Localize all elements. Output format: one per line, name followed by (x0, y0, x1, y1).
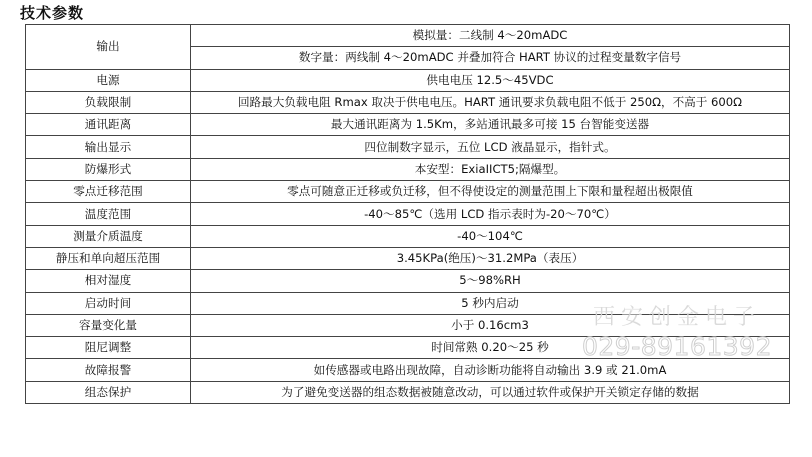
spec-value: 时间常熟 0.20～25 秒 (191, 337, 790, 359)
spec-table (25, 24, 790, 404)
spec-label: 负载限制 (26, 91, 191, 113)
spec-row (26, 314, 790, 336)
spec-label: 组态保护 (26, 381, 191, 403)
spec-value: 5～98%RH (191, 270, 790, 292)
spec-row (26, 381, 790, 403)
spec-value: -40～85℃（选用 LCD 指示表时为-20～70℃） (191, 203, 790, 225)
spec-label: 零点迁移范围 (26, 181, 191, 203)
section-title: 技术参数 (20, 4, 85, 22)
spec-value: 供电电压 12.5～45VDC (191, 69, 790, 91)
spec-label: 启动时间 (26, 292, 191, 314)
spec-value: 零点可随意正迁移或负迁移，但不得使设定的测量范围上下限和量程超出极限值 (191, 181, 790, 203)
spec-row (26, 91, 790, 113)
spec-row (26, 25, 790, 47)
spec-label: 通讯距离 (26, 114, 191, 136)
spec-row (26, 181, 790, 203)
watermark-company-name: 西安创金电子 (592, 305, 761, 330)
spec-label: 阻尼调整 (26, 337, 191, 359)
spec-value: 如传感器或电路出现故障，自动诊断功能将自动输出 3.9 或 21.0mA (191, 359, 790, 381)
spec-value: -40～104℃ (191, 225, 790, 247)
spec-row (26, 158, 790, 180)
spec-label: 输出 (26, 25, 191, 70)
spec-row (26, 203, 790, 225)
spec-label: 测量介质温度 (26, 225, 191, 247)
spec-label: 防爆形式 (26, 158, 191, 180)
spec-label: 故障报警 (26, 359, 191, 381)
spec-label: 输出显示 (26, 136, 191, 158)
spec-label: 静压和单向超压范围 (26, 247, 191, 269)
spec-row (26, 114, 790, 136)
spec-value: 模拟量：二线制 4～20mADC (191, 25, 790, 47)
spec-value: 小于 0.16cm3 (191, 314, 790, 336)
spec-row (26, 136, 790, 158)
spec-row (26, 292, 790, 314)
spec-value: 3.45KPa(绝压)～31.2MPa（表压） (191, 247, 790, 269)
spec-table-body (26, 25, 790, 404)
spec-label: 电源 (26, 69, 191, 91)
spec-value: 5 秒内启动 (191, 292, 790, 314)
spec-label: 容量变化量 (26, 314, 191, 336)
spec-row (26, 247, 790, 269)
spec-value: 回路最大负载电阻 Rmax 取决于供电电压。HART 通讯要求负载电阻不低于 250Ω，不高于 600Ω (191, 91, 790, 113)
spec-value: 数字量：两线制 4～20mADC 并叠加符合 HART 协议的过程变量数字信号 (191, 47, 790, 69)
watermark-phone: 029-89161392 (582, 332, 772, 361)
spec-row (26, 225, 790, 247)
spec-row (26, 337, 790, 359)
spec-value: 本安型：ExiaIICT5;隔爆型。 (191, 158, 790, 180)
spec-label: 温度范围 (26, 203, 191, 225)
spec-row (26, 69, 790, 91)
spec-row (26, 270, 790, 292)
spec-value: 最大通讯距离为 1.5Km，多站通讯最多可接 15 台智能变送器 (191, 114, 790, 136)
spec-value: 四位制数字显示，五位 LCD 液晶显示，指针式。 (191, 136, 790, 158)
spec-value: 为了避免变送器的组态数据被随意改动，可以通过软件或保护开关锁定存储的数据 (191, 381, 790, 403)
spec-label: 相对湿度 (26, 270, 191, 292)
spec-row (26, 359, 790, 381)
